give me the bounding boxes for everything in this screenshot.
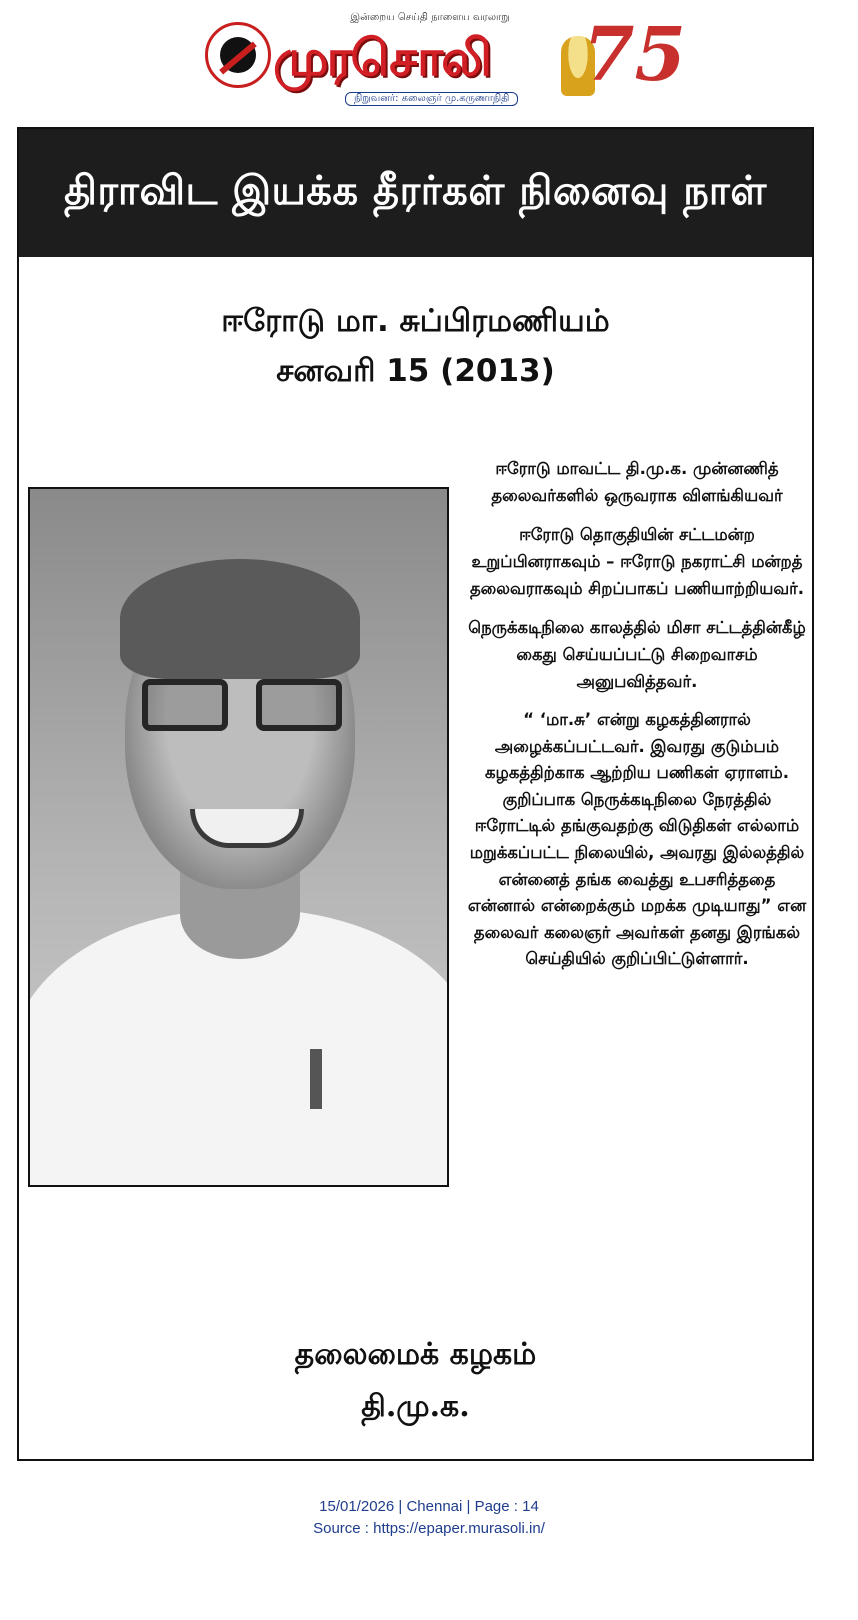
bio-paragraph: ஈரோடு மாவட்ட தி.மு.க. முன்னணித் தலைவர்களில் ஒருவராக விளங்கியவர்	[491, 459, 783, 505]
masthead	[205, 12, 686, 108]
bio-quote: “ ‘மா.சு’ என்று கழகத்தினரால் அழைக்கப்பட்டவர். இவரது குடும்பம் கழகத்திற்காக ஆற்றிய பணிகள் ஏராளம். குறிப்பாக நெருக்கடிநிலை நேரத்தில் ஈரோட்டில் தங்குவதற்கு விடுதிகள் எல்லாம் மறுக்கப்பட்ட நிலையில், அவரது இல்லத்தில் என்னைத் தங்க வைத்து உபசரித்ததை என்னால் என்றைக்கும் மறக்க முடியாது” என தலைவர் கலைஞர் அவர்கள் தனது இரங்கல் செய்தியில் குறிப்பிட்டுள்ளார்.	[467, 710, 807, 969]
person-name: ஈரோடு மா. சுப்பிரமணியம்	[221, 303, 610, 339]
bio-paragraph: ஈரோடு தொகுதியின் சட்டமன்ற உறுப்பினராகவும் – ஈரோடு நகராட்சி மன்றத் தலைவராகவும் சிறப்பாகப் பணியாற்றியவர்.	[469, 525, 805, 598]
issuer-organization: தலைமைக் கழகம்	[294, 1337, 537, 1372]
party-seal-logo	[205, 22, 271, 88]
masthead-tagline: இன்றைய செய்தி நாளைய வரலாறு	[350, 12, 510, 23]
anniversary-number: 75	[583, 12, 686, 98]
issuer-party: தி.மு.க.	[361, 1389, 470, 1424]
biography-text	[467, 455, 807, 985]
edition-info: 15/01/2026 | Chennai | Page : 14	[319, 1498, 539, 1515]
bio-paragraph: நெருக்கடிநிலை காலத்தில் மிசா சட்டத்தின்கீழ் கைது செய்யப்பட்டு சிறைவாசம் அனுபவித்தவர்.	[468, 618, 806, 691]
person-photo	[28, 487, 449, 1187]
anniversary-logo	[557, 12, 686, 102]
banner-title: திராவிட இயக்க தீரர்கள் நினைவு நாள்	[64, 167, 767, 214]
founder-line: நிறுவனர்: கலைஞர் மு.கருணாநிதி	[345, 92, 518, 106]
person-date: சனவரி 15 (2013)	[276, 353, 555, 389]
newspaper-name: முரசொலி	[273, 29, 490, 87]
memorial-ad	[17, 127, 814, 1461]
source-link[interactable]: Source : https://epaper.murasoli.in/	[313, 1520, 545, 1537]
ad-banner	[19, 129, 812, 257]
